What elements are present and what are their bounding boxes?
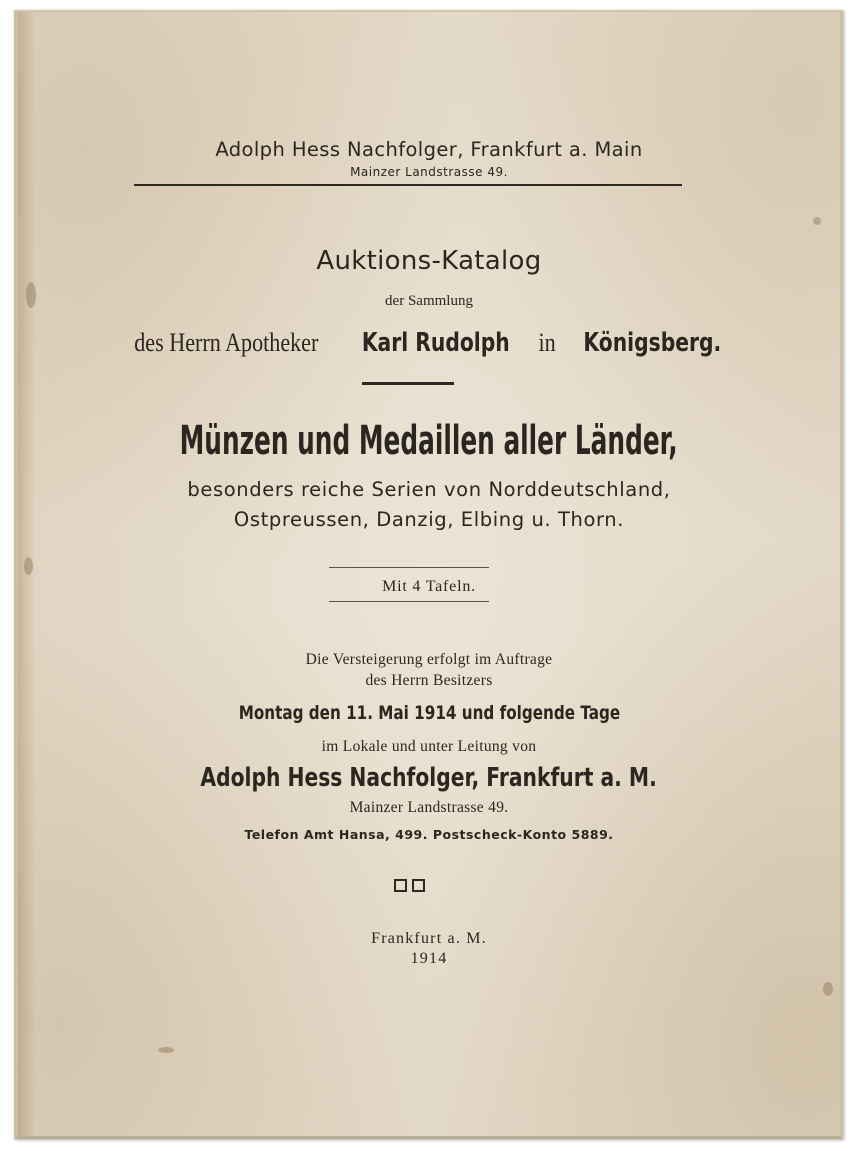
title-divider [362,382,454,385]
catalog-cover [14,10,843,1139]
auction-text-line-1: Die Versteigerung erfolgt im Auftrage [305,651,553,668]
venue-intro: im Lokale und unter Leitung von [321,738,537,755]
coins-heading [18,417,840,464]
collection-owner-line [18,328,840,358]
plates-rule-top [329,567,489,568]
publication-year: 1914 [410,950,448,967]
publisher-address: Mainzer Landstrasse 49. [350,165,508,179]
paper-stain [158,1047,174,1053]
auctioneer-name: Adolph Hess Nachfolger, Frankfurt a. M. [200,763,658,793]
collection-owner-name: Karl Rudolph [361,328,510,358]
collection-city: Königsberg. [583,328,721,358]
publication-place: Frankfurt a. M. [371,930,487,947]
collection-prefix: des Herrn Apotheker [133,328,319,357]
description-line-2: Ostpreussen, Danzig, Elbing u. Thorn. [233,508,625,531]
auctioneer [18,763,840,793]
header-rule [134,184,682,186]
collection-subtitle: der Sammlung [385,293,473,309]
contact-line: Telefon Amt Hansa, 499. Postscheck-Konto 5889. [244,827,614,842]
auction-date [18,702,840,725]
coins-heading-text: Münzen und Medaillen aller Länder, [179,418,679,464]
paper-stain [823,982,833,996]
square-icon [412,879,425,892]
square-ornament [394,879,426,891]
auction-date-text: Montag den 11. Mai 1914 und folgende Tage [238,702,620,724]
plates-note: Mit 4 Tafeln. [382,578,476,595]
collection-in: in [538,328,556,357]
description-line-1: besonders reiche Serien von Norddeutschland, [187,478,671,501]
auctioneer-address: Mainzer Landstrasse 49. [349,799,509,816]
plates-rule-bottom [329,601,489,602]
catalog-title: Auktions-Katalog [316,246,542,276]
publisher-name: Adolph Hess Nachfolger, Frankfurt a. Main [215,138,643,161]
auction-text-line-2: des Herrn Besitzers [365,672,493,689]
paper-stain [24,557,33,575]
square-icon [394,879,407,892]
paper-stain [813,217,821,225]
